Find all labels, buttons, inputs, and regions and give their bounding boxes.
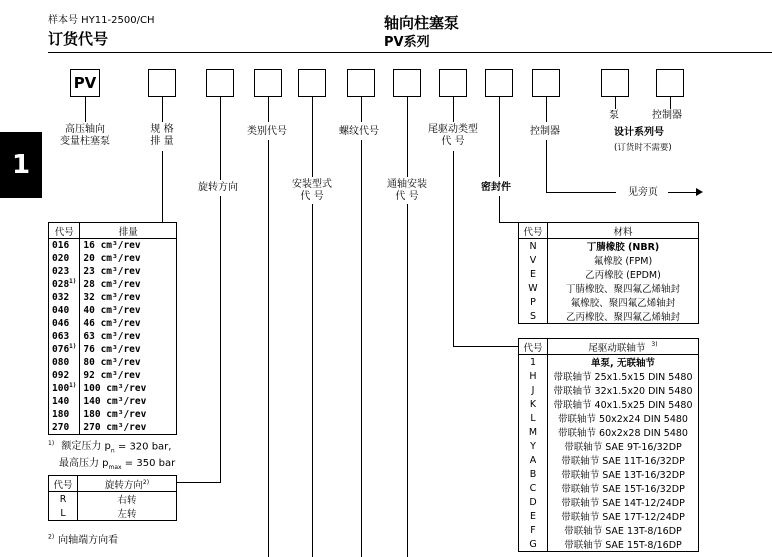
connector-mounting-lower xyxy=(312,204,313,557)
displacement-row xyxy=(49,356,177,369)
seal-row-value: 丁腈橡胶、聚四氟乙烯轴封 xyxy=(565,284,680,295)
displacement-row xyxy=(49,317,177,330)
seal-row-code: W xyxy=(519,281,548,295)
connector-thread xyxy=(361,97,362,122)
displacement-row xyxy=(49,252,177,265)
order-code-title: 订货代号 xyxy=(48,30,109,48)
code-box-pv: PV xyxy=(70,69,100,97)
connector-controller-design xyxy=(670,97,671,109)
coupling-row xyxy=(519,439,699,453)
coupling-row-value: 带联轴节 SAE 17T-12/24DP xyxy=(561,512,685,523)
displacement-row-value: 140 cm³/rev xyxy=(83,396,147,407)
displacement-row-value: 28 cm³/rev xyxy=(83,279,141,290)
displacement-table xyxy=(48,222,177,435)
displacement-row xyxy=(49,395,177,408)
displacement-row xyxy=(49,343,177,356)
coupling-row-code: D xyxy=(519,495,548,509)
seal-row xyxy=(519,281,699,295)
code-box-category xyxy=(254,69,282,97)
connector-through xyxy=(407,97,408,177)
coupling-row-value: 带联轴节 25x1.5x15 DIN 5480 xyxy=(553,372,693,383)
coupling-row-code: B xyxy=(519,467,548,481)
coupling-row-code: C xyxy=(519,481,548,495)
coupling-row-value: 单泵, 无联轴节 xyxy=(591,358,655,369)
connector-spec xyxy=(162,97,163,122)
displacement-row-code: 076$^{1)}$ xyxy=(49,343,80,356)
label-controller: 控制器 xyxy=(530,126,560,137)
coupling-row xyxy=(519,467,699,481)
displacement-row xyxy=(49,421,177,435)
displacement-row-value: 20 cm³/rev xyxy=(83,253,141,264)
coupling-row-code: F xyxy=(519,523,548,537)
footnote-2: $^{2)}$ 向轴端方向看 xyxy=(48,533,119,546)
section-tab xyxy=(0,132,42,198)
seal-row-code: V xyxy=(519,253,548,267)
coupling-row xyxy=(519,453,699,467)
coupling-row-value: 带联轴节 SAE 11T-16/32DP xyxy=(561,456,685,467)
coupling-row xyxy=(519,425,699,439)
rotation-row-code: R xyxy=(49,492,78,507)
label-see-page: 见旁页 xyxy=(628,187,658,198)
rotation-header-code: 代号 xyxy=(49,476,78,492)
code-box-seal xyxy=(485,69,513,97)
connector-thread-lower xyxy=(361,140,362,557)
connector-category xyxy=(268,97,269,122)
header-rule xyxy=(48,52,772,53)
displacement-row-value: 46 cm³/rev xyxy=(83,318,141,329)
connector-spec-lower xyxy=(162,151,163,222)
seal-row xyxy=(519,309,699,324)
displacement-row-code: 270 xyxy=(49,421,80,435)
coupling-row-code: L xyxy=(519,411,548,425)
connector-seal xyxy=(499,97,500,177)
coupling-row-code: G xyxy=(519,537,548,552)
connector-tail-h xyxy=(453,346,518,347)
coupling-row-value: 带联轴节 50x2x24 DIN 5480 xyxy=(558,414,688,425)
coupling-row-code: E xyxy=(519,509,548,523)
seal-row xyxy=(519,239,699,254)
displacement-row xyxy=(49,382,177,395)
coupling-row xyxy=(519,509,699,523)
coupling-row-code: M xyxy=(519,425,548,439)
coupling-row-code: 1 xyxy=(519,355,548,370)
displacement-row xyxy=(49,369,177,382)
displacement-row-code: 063 xyxy=(49,330,80,343)
header-displacement: 排量 xyxy=(80,223,177,239)
seal-row xyxy=(519,295,699,309)
connector-seal-lower xyxy=(499,196,500,223)
sample-number: 样本号 HY11-2500/CH xyxy=(48,15,155,26)
displacement-row-value: 92 cm³/rev xyxy=(83,370,141,381)
rotation-row-value: 右转 xyxy=(117,495,137,506)
label-thread: 螺纹代号 xyxy=(339,126,379,137)
coupling-row-value: 带联轴节 60x2x28 DIN 5480 xyxy=(558,428,688,439)
displacement-row-code: 028$^{1)}$ xyxy=(49,278,80,291)
connector-mounting xyxy=(312,97,313,177)
connector-pv xyxy=(85,97,86,122)
connector-tail xyxy=(453,97,454,122)
displacement-row-value: 180 cm³/rev xyxy=(83,409,147,420)
label-mounting: 安装型式 代 号 xyxy=(292,179,332,202)
displacement-row-code: 046 xyxy=(49,317,80,330)
arrow-head-icon xyxy=(696,188,703,196)
coupling-row-value: 带联轴节 SAE 14T-12/24DP xyxy=(561,498,685,509)
coupling-row xyxy=(519,481,699,495)
displacement-row-value: 32 cm³/rev xyxy=(83,292,141,303)
displacement-row xyxy=(49,278,177,291)
displacement-row-value: 63 cm³/rev xyxy=(83,331,141,342)
connector-rotation-lower xyxy=(220,196,221,483)
label-through-shaft: 通轴安装 代 号 xyxy=(387,179,427,202)
connector-pump xyxy=(615,97,616,109)
label-seal: 密封件 xyxy=(481,182,511,193)
coupling-row-value: 带联轴节 SAE 15T-8/16DP xyxy=(564,540,682,551)
code-box-through xyxy=(393,69,421,97)
displacement-row-code: 092 xyxy=(49,369,80,382)
seal-row-value: 氟橡胶 (FPM) xyxy=(593,256,653,267)
coupling-row-value: 带联轴节 SAE 15T-16/32DP xyxy=(561,484,685,495)
seal-row xyxy=(519,267,699,281)
displacement-row xyxy=(49,239,177,253)
connector-category-lower xyxy=(268,140,269,557)
coupling-row-code: K xyxy=(519,397,548,411)
displacement-row-code: 040 xyxy=(49,304,80,317)
displacement-row xyxy=(49,265,177,278)
seal-row xyxy=(519,253,699,267)
arrow-line xyxy=(668,192,698,193)
rotation-row xyxy=(49,492,177,507)
seal-row-value: 丁腈橡胶 (NBR) xyxy=(586,242,660,253)
coupling-row-code: H xyxy=(519,369,548,383)
connector-through-lower xyxy=(407,204,408,557)
displacement-row-code: 140 xyxy=(49,395,80,408)
label-controller-design: 控制器 xyxy=(652,110,682,121)
displacement-row-code: 180 xyxy=(49,408,80,421)
coupling-row-code: A xyxy=(519,453,548,467)
rotation-row xyxy=(49,506,177,521)
label-design-note: (订货时不需要) xyxy=(614,143,672,153)
displacement-row-value: 100 cm³/rev xyxy=(83,383,147,394)
series-title: PV系列 xyxy=(384,35,430,50)
displacement-row-value: 40 cm³/rev xyxy=(83,305,141,316)
coupling-row-value: 带联轴节 32x1.5x20 DIN 5480 xyxy=(553,386,693,397)
displacement-row-code: 100$^{1)}$ xyxy=(49,382,80,395)
coupling-row-value: 带联轴节 SAE 13T-8/16DP xyxy=(564,526,682,537)
coupling-row-code: J xyxy=(519,383,548,397)
connector-tail-lower xyxy=(453,151,454,347)
coupling-row xyxy=(519,523,699,537)
displacement-row-code: 023 xyxy=(49,265,80,278)
seal-header-code: 代号 xyxy=(519,223,548,239)
displacement-row-value: 270 cm³/rev xyxy=(83,422,147,433)
seal-table xyxy=(518,222,699,324)
seal-row-value: 乙丙橡胶、聚四氟乙烯轴封 xyxy=(565,312,680,323)
seal-row-value: 氟橡胶、聚四氟乙烯轴封 xyxy=(570,298,676,309)
coupling-row xyxy=(519,537,699,552)
coupling-row-value: 带联轴节 SAE 9T-16/32DP xyxy=(564,442,682,453)
seal-row-code: P xyxy=(519,295,548,309)
displacement-row xyxy=(49,330,177,343)
label-rotation: 旋转方向 xyxy=(198,182,238,193)
seal-row-code: N xyxy=(519,239,548,254)
coupling-row xyxy=(519,397,699,411)
coupling-row xyxy=(519,355,699,370)
code-box-thread xyxy=(347,69,375,97)
code-box-mounting xyxy=(298,69,326,97)
code-box-spec xyxy=(148,69,176,97)
seal-row-code: E xyxy=(519,267,548,281)
rotation-row-code: L xyxy=(49,506,78,521)
coupling-header-code: 代号 xyxy=(519,339,548,355)
connector-rotation-h xyxy=(177,482,221,483)
product-title: 轴向柱塞泵 xyxy=(384,14,460,32)
rotation-header-direction: 旋转方向$^{2)}$ xyxy=(78,476,177,492)
displacement-row-value: 23 cm³/rev xyxy=(83,266,141,277)
code-box-rotation xyxy=(206,69,234,97)
label-tail-drive: 尾驱动类型 代 号 xyxy=(428,124,478,147)
header-code: 代号 xyxy=(49,223,80,239)
coupling-row-code: Y xyxy=(519,439,548,453)
displacement-row-code: 020 xyxy=(49,252,80,265)
rotation-table xyxy=(48,475,177,521)
coupling-row xyxy=(519,495,699,509)
seal-row-value: 乙丙橡胶 (EPDM) xyxy=(585,270,661,281)
seal-header-material: 材料 xyxy=(548,223,699,239)
connector-controller-lower xyxy=(546,140,547,193)
displacement-row-code: 080 xyxy=(49,356,80,369)
code-box-controller-design xyxy=(656,69,684,97)
section-number: 1 xyxy=(11,150,31,180)
coupling-row xyxy=(519,369,699,383)
coupling-row xyxy=(519,383,699,397)
label-high-pressure: 高压轴向 变量柱塞泵 xyxy=(60,124,110,147)
seal-row-code: S xyxy=(519,309,548,324)
connector-seal-h xyxy=(499,222,518,223)
displacement-row xyxy=(49,408,177,421)
label-pump: 泵 xyxy=(609,110,619,121)
displacement-row-value: 76 cm³/rev xyxy=(83,344,141,355)
coupling-header-type: 尾驱动联轴节 $^{3)}$ xyxy=(548,339,699,355)
displacement-row-code: 032 xyxy=(49,291,80,304)
label-category: 类别代号 xyxy=(247,126,287,137)
footnote-1: $^{1)}$ 额定压力 $p_n = 320$ bar, 最高压力 $p_{max} = 350$ bar xyxy=(48,440,176,472)
code-box-tail xyxy=(439,69,467,97)
connector-controller xyxy=(546,97,547,122)
connector-rotation xyxy=(220,97,221,180)
connector-controller-h xyxy=(546,192,616,193)
coupling-table xyxy=(518,338,699,552)
label-spec: 规 格 排 量 xyxy=(150,124,174,147)
displacement-row-value: 16 cm³/rev xyxy=(83,240,141,251)
label-design-series: 设计系列号 xyxy=(614,127,664,138)
code-box-controller xyxy=(532,69,560,97)
coupling-row-value: 带联轴节 SAE 13T-16/32DP xyxy=(561,470,685,481)
displacement-row-value: 80 cm³/rev xyxy=(83,357,141,368)
displacement-row xyxy=(49,304,177,317)
coupling-row-value: 带联轴节 40x1.5x25 DIN 5480 xyxy=(553,400,693,411)
code-box-pump xyxy=(601,69,629,97)
displacement-row-code: 016 xyxy=(49,239,80,253)
displacement-row xyxy=(49,291,177,304)
coupling-row xyxy=(519,411,699,425)
rotation-row-value: 左转 xyxy=(117,509,137,520)
